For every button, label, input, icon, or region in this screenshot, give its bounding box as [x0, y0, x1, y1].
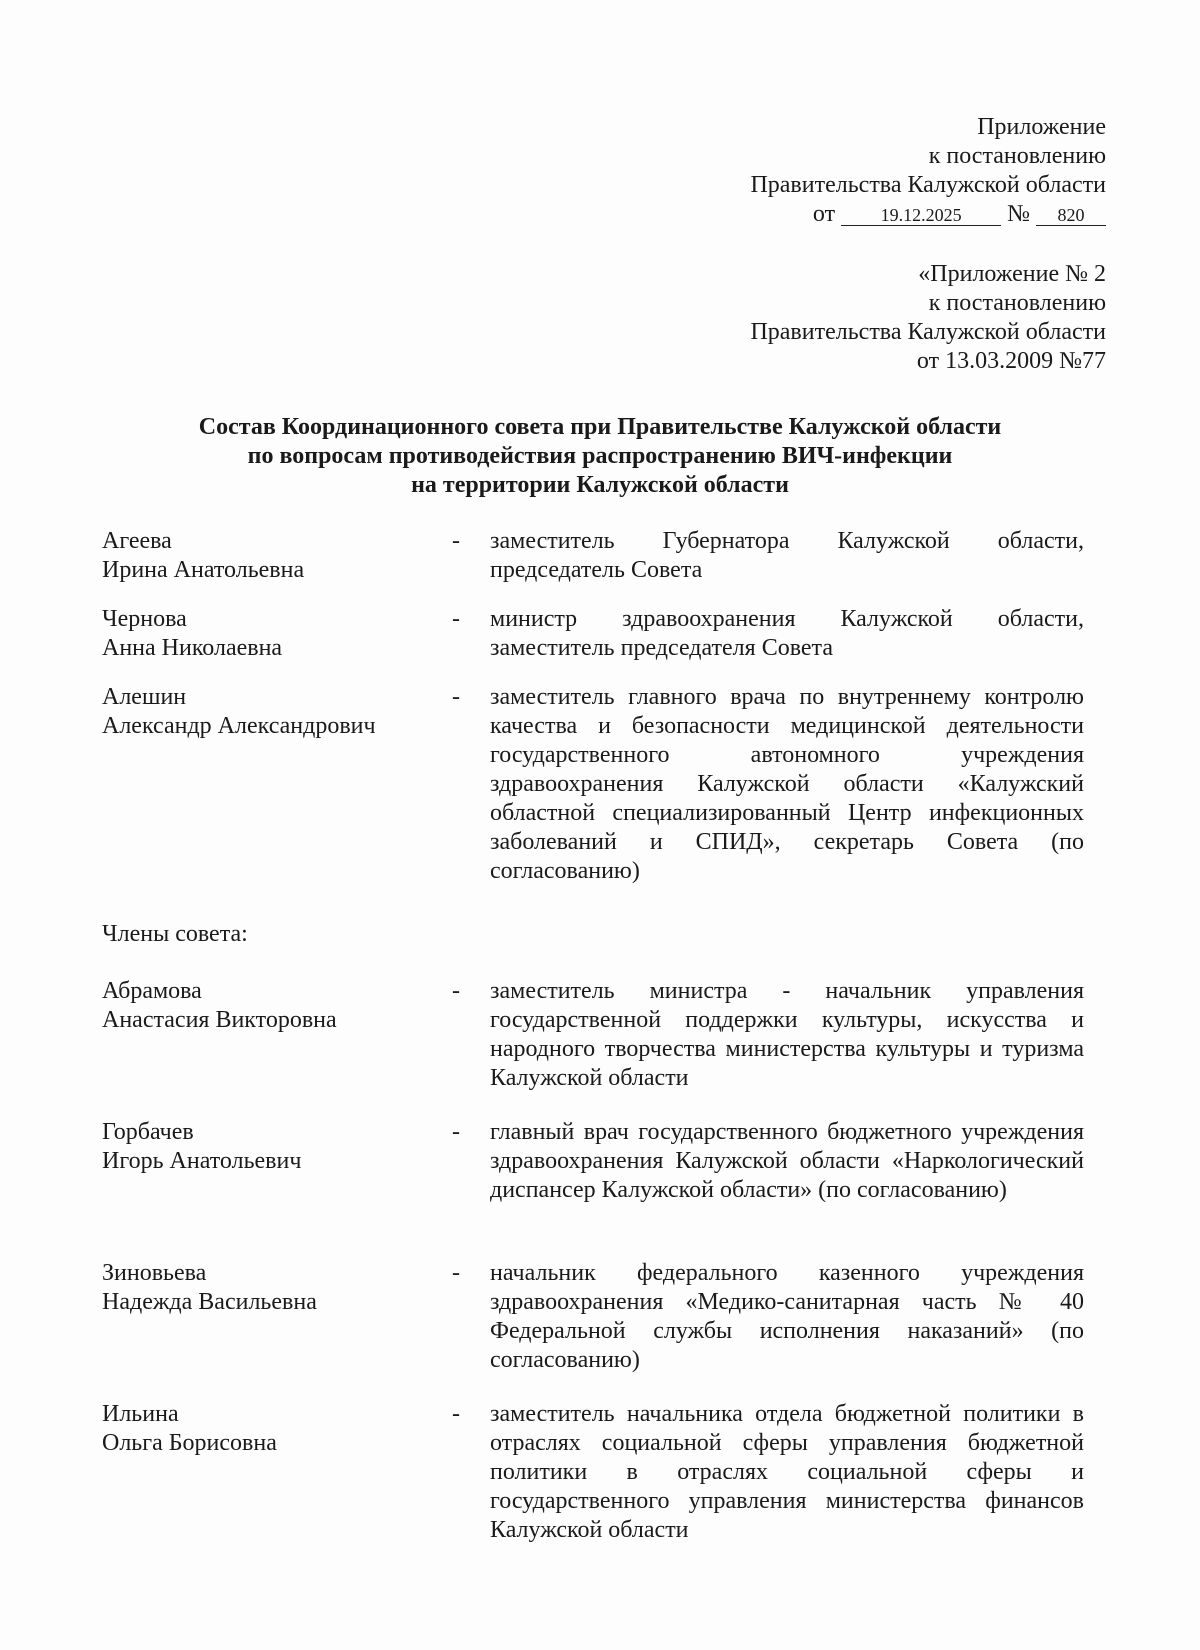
member-surname: Абрамова	[102, 978, 202, 1004]
member-dash: -	[452, 684, 460, 710]
appendix-date-line	[750, 200, 1106, 229]
date-prefix: от	[812, 201, 836, 227]
member-dash: -	[452, 1119, 460, 1145]
member-position: начальник федерального казенного учреждения здравоохранения «Медико-санитарная часть № 40 Федеральной службы исполнения наказаний» (по согласованию)	[490, 1260, 1084, 1373]
member-surname: Ильина	[102, 1401, 179, 1427]
member-position: главный врач государственного бюджетного учреждения здравоохранения Калужской области «Наркологический диспансер Калужской области» (по согласованию)	[490, 1119, 1084, 1203]
member-given-name: Ольга Борисовна	[102, 1430, 277, 1456]
appendix-header	[750, 113, 1106, 229]
member-dash: -	[452, 606, 460, 632]
member-position: заместитель начальника отдела бюджетной политики в отраслях социальной сферы управления бюджетной политики в отраслях социальной сферы и государственного управления министерства финансов Калужской области	[490, 1401, 1084, 1543]
members-section-label: Члены совета:	[102, 921, 248, 947]
member-given-name: Анастасия Викторовна	[102, 1007, 337, 1033]
member-surname: Чернова	[102, 606, 187, 632]
appendix-line-2: к постановлению	[928, 143, 1106, 169]
appendix-line-3: Правительства Калужской области	[750, 172, 1106, 198]
member-name	[102, 1400, 432, 1458]
member-given-name: Анна Николаевна	[102, 635, 283, 661]
title-line-1: Состав Координационного совета при Правительстве Калужской области	[198, 414, 1002, 440]
member-surname: Агеева	[102, 528, 172, 554]
original-appendix-line-4: от 13.03.2009 №77	[916, 348, 1106, 374]
member-given-name: Надежда Васильевна	[102, 1289, 317, 1315]
member-dash: -	[452, 978, 460, 1004]
member-name	[102, 1118, 432, 1176]
resolution-number: 820	[1036, 201, 1106, 226]
member-position: заместитель Губернатора Калужской области, председатель Совета	[490, 528, 1084, 583]
document-title	[0, 413, 1200, 500]
member-position: заместитель главного врача по внутреннему контролю качества и безопасности медицинской деятельности государственного автономного учреждения здравоохранения Калужской области «Калужский областной специализированный Центр инфекционных заболеваний и СПИД», секретарь Совета (по согласованию)	[490, 684, 1084, 884]
original-appendix-line-1: «Приложение № 2	[918, 261, 1106, 287]
original-appendix-line-2: к постановлению	[928, 290, 1106, 316]
member-given-name: Ирина Анатольевна	[102, 557, 305, 583]
member-position: заместитель министра - начальник управления государственной поддержки культуры, искусства и народного творчества министерства культуры и туризма Калужской области	[490, 978, 1084, 1091]
number-sign: №	[1007, 201, 1030, 227]
title-line-2: по вопросам противодействия распространению ВИЧ-инфекции	[247, 443, 953, 469]
original-appendix-line-3: Правительства Калужской области	[750, 319, 1106, 345]
resolution-date: 19.12.2025	[841, 201, 1001, 226]
member-name	[102, 605, 432, 663]
member-given-name: Игорь Анатольевич	[102, 1148, 302, 1174]
member-given-name: Александр Александрович	[102, 713, 376, 739]
member-surname: Горбачев	[102, 1119, 194, 1145]
original-appendix-header	[750, 260, 1106, 376]
member-surname: Алешин	[102, 684, 187, 710]
member-name	[102, 527, 432, 585]
member-name	[102, 1259, 432, 1317]
appendix-line-1: Приложение	[977, 114, 1106, 140]
member-dash: -	[452, 1401, 460, 1427]
member-surname: Зиновьева	[102, 1260, 207, 1286]
member-position: министр здравоохранения Калужской области, заместитель председателя Совета	[490, 606, 1084, 661]
member-name	[102, 683, 432, 741]
member-dash: -	[452, 528, 460, 554]
member-dash: -	[452, 1260, 460, 1286]
member-name	[102, 977, 432, 1035]
title-line-3: на территории Калужской области	[411, 472, 789, 498]
